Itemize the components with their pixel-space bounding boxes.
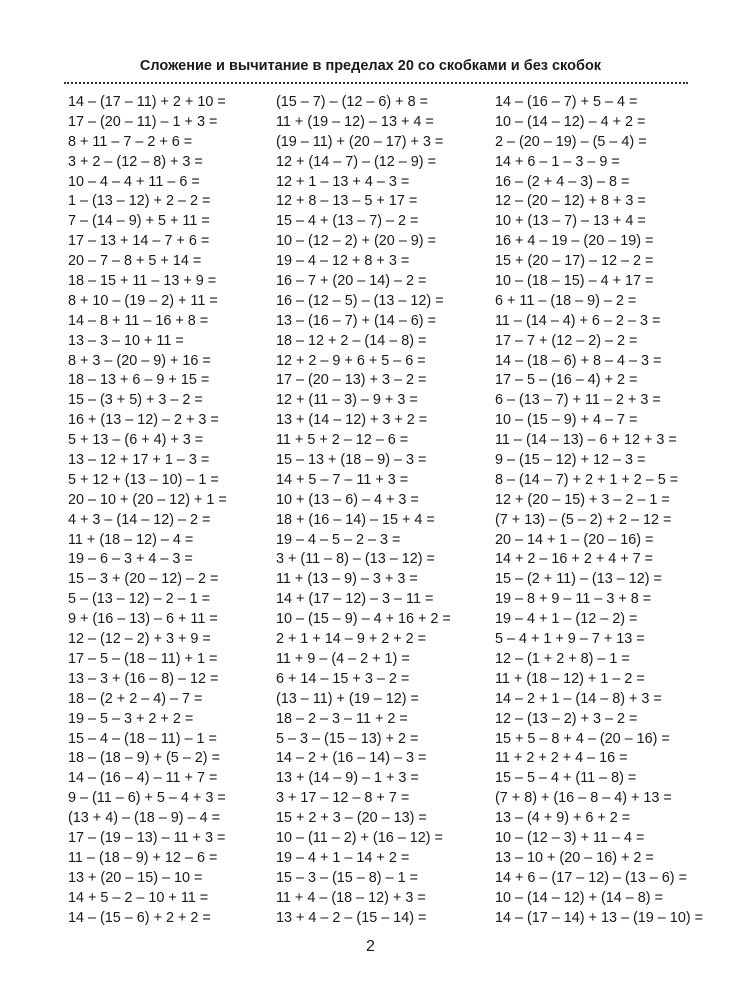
exercise-item: 12 + (11 – 3) – 9 + 3 = [276, 392, 418, 409]
page-number: 2 [366, 938, 375, 955]
page-title: Сложение и вычитание в пределах 20 со скобками и без скобок [139, 58, 602, 74]
exercise-item: 17 – 5 – (16 – 4) + 2 = [495, 372, 638, 389]
exercise-item: 16 – 7 + (20 – 14) – 2 = [276, 273, 427, 290]
exercise-item: 11 – (14 – 13) – 6 + 12 + 3 = [495, 432, 677, 449]
exercise-item: (13 – 11) + (19 – 12) = [276, 690, 419, 707]
exercise-item: 13 – (4 + 9) + 6 + 2 = [495, 810, 631, 827]
exercise-item: 10 – (12 – 3) + 11 – 4 = [495, 829, 645, 846]
exercise-item: 13 + (14 – 9) – 1 + 3 = [276, 770, 419, 787]
exercise-item: 12 – (20 – 12) + 8 + 3 = [495, 193, 646, 210]
exercise-item: 5 – 3 – (15 – 13) + 2 = [276, 730, 419, 747]
exercise-item: 14 + 5 – 7 – 11 + 3 = [276, 471, 409, 488]
exercise-item: 2 – (20 – 19) – (5 – 4) = [495, 133, 647, 150]
exercise-item: 19 – 4 + 1 – (12 – 2) = [495, 611, 638, 628]
exercise-item: 5 + 12 + (13 – 10) – 1 = [68, 471, 219, 488]
exercise-item: (13 + 4) – (18 – 9) – 4 = [68, 810, 220, 827]
exercise-column-1 [68, 93, 308, 928]
exercise-item: 7 – (14 – 9) + 5 + 11 = [68, 213, 210, 230]
exercise-item: 19 – 5 – 3 + 2 + 2 = [68, 710, 194, 727]
exercise-item: 16 + 4 – 19 – (20 – 19) = [495, 233, 654, 250]
exercise-item: 11 + 5 + 2 – 12 – 6 = [276, 432, 409, 449]
exercise-item: 15 – 3 + (20 – 12) – 2 = [68, 571, 219, 588]
exercise-item: 1 – (13 – 12) + 2 – 2 = [68, 193, 211, 210]
exercise-item: 14 – (17 – 11) + 2 + 10 = [68, 94, 226, 110]
exercise-item: 12 – (12 – 2) + 3 + 9 = [68, 631, 211, 648]
exercise-item: 14 – (15 – 6) + 2 + 2 = [68, 909, 211, 926]
exercise-item: 14 – 8 + 11 – 16 + 8 = [68, 312, 209, 329]
exercise-item: 10 – (14 – 12) + (14 – 8) = [495, 889, 664, 906]
exercise-item: 11 – (14 – 4) + 6 – 2 – 3 = [495, 312, 661, 329]
exercise-item: 15 – 4 – (18 – 11) – 1 = [68, 730, 217, 747]
exercise-item: 15 + 5 – 8 + 4 – (20 – 16) = [495, 730, 670, 747]
exercise-item: 13 + (20 – 15) – 10 = [68, 869, 203, 886]
exercise-item: 12 + (14 – 7) – (12 – 9) = [276, 153, 436, 170]
exercise-item: 12 + 8 – 13 – 5 + 17 = [276, 193, 418, 210]
exercise-item: 5 + 13 – (6 + 4) + 3 = [68, 432, 204, 449]
exercise-item: 14 – (17 – 14) + 13 – (19 – 10) = [495, 909, 704, 926]
exercise-item: 18 – 15 + 11 – 13 + 9 = [68, 273, 217, 290]
exercise-item: 15 – (2 + 11) – (13 – 12) = [495, 571, 662, 588]
exercise-item: 17 – (19 – 13) – 11 + 3 = [68, 829, 226, 846]
exercise-item: 18 – 12 + 2 – (14 – 8) = [276, 332, 427, 349]
exercise-item: 3 + (11 – 8) – (13 – 12) = [276, 551, 435, 568]
exercise-item: 14 + 6 – (17 – 12) – (13 – 6) = [495, 869, 688, 886]
exercise-item: (15 – 7) – (12 – 6) + 8 = [276, 94, 428, 110]
exercise-item: (19 – 11) + (20 – 17) + 3 = [276, 133, 444, 150]
exercise-item: 11 + (18 – 12) + 1 – 2 = [495, 670, 645, 687]
exercise-item: 11 + 2 + 2 + 4 – 16 = [495, 750, 628, 767]
exercise-item: 16 – (12 – 5) – (13 – 12) = [276, 292, 444, 309]
exercise-item: 18 – (2 + 2 – 4) – 7 = [68, 690, 203, 707]
exercise-item: 3 + 17 – 12 – 8 + 7 = [276, 790, 410, 807]
exercise-item: 17 – 7 + (12 – 2) – 2 = [495, 332, 638, 349]
exercise-item: 19 – 4 – 5 – 2 – 3 = [276, 531, 401, 548]
exercise-item: 11 – (18 – 9) + 12 – 6 = [68, 849, 218, 866]
exercise-item: 14 + 2 – 16 + 2 + 4 + 7 = [495, 551, 654, 568]
exercise-item: 20 – 7 – 8 + 5 + 14 = [68, 253, 202, 270]
exercise-item: 15 + 2 + 3 – (20 – 13) = [276, 810, 427, 827]
exercise-item: 14 – (18 – 6) + 8 – 4 – 3 = [495, 352, 662, 369]
exercise-item: 15 – 4 + (13 – 7) – 2 = [276, 213, 419, 230]
exercise-item: 15 – 3 – (15 – 8) – 1 = [276, 869, 419, 886]
exercise-item: 11 + 4 – (18 – 12) + 3 = [276, 889, 426, 906]
exercise-item: 11 + (13 – 9) – 3 + 3 = [276, 571, 418, 588]
exercise-item: 12 – (1 + 2 + 8) – 1 = [495, 650, 630, 667]
exercise-item: 6 + 11 – (18 – 9) – 2 = [495, 292, 637, 309]
exercise-item: 17 – (20 – 13) + 3 – 2 = [276, 372, 427, 389]
exercise-item: (7 + 8) + (16 – 8 – 4) + 13 = [495, 790, 672, 807]
exercise-item: 9 – (11 – 6) + 5 – 4 + 3 = [68, 790, 226, 807]
exercise-item: 10 – (15 – 9) + 4 – 7 = [495, 412, 638, 429]
exercise-item: 19 – 4 – 12 + 8 + 3 = [276, 253, 410, 270]
exercise-item: 20 – 14 + 1 – (20 – 16) = [495, 531, 654, 548]
exercise-item: 6 – (13 – 7) + 11 – 2 + 3 = [495, 392, 661, 409]
exercise-item: 14 – 2 + (16 – 14) – 3 = [276, 750, 427, 767]
exercise-item: 16 + (13 – 12) – 2 + 3 = [68, 412, 219, 429]
exercise-item: 8 + 10 – (19 – 2) + 11 = [68, 292, 218, 309]
exercise-item: 15 – 13 + (18 – 9) – 3 = [276, 452, 427, 469]
exercise-item: 13 – 10 + (20 – 16) + 2 = [495, 849, 654, 866]
exercise-item: 12 + 1 – 13 + 4 – 3 = [276, 173, 410, 190]
exercise-item: 17 – 5 – (18 – 11) + 1 = [68, 650, 218, 667]
exercise-item: 14 + 6 – 1 – 3 – 9 = [495, 153, 620, 170]
exercise-item: 5 – 4 + 1 + 9 – 7 + 13 = [495, 631, 645, 648]
exercise-item: 11 + (18 – 12) – 4 = [68, 531, 194, 548]
exercise-item: 15 + (20 – 17) – 12 – 2 = [495, 253, 654, 270]
exercise-item: 10 – (15 – 9) – 4 + 16 + 2 = [276, 611, 451, 628]
exercise-item: 10 – (14 – 12) – 4 + 2 = [495, 113, 646, 130]
exercise-item: 4 + 3 – (14 – 12) – 2 = [68, 511, 211, 528]
exercise-item: 10 – (11 – 2) + (16 – 12) = [276, 829, 443, 846]
exercise-item: 14 + (17 – 12) – 3 – 11 = [276, 591, 434, 608]
exercise-item: 13 + 4 – 2 – (15 – 14) = [276, 909, 427, 926]
exercise-item: 18 – 2 – 3 – 11 + 2 = [276, 710, 408, 727]
exercise-column-3 [495, 93, 735, 928]
exercise-item: 17 – (20 – 11) – 1 + 3 = [68, 113, 218, 130]
exercise-item: 13 + (14 – 12) + 3 + 2 = [276, 412, 428, 429]
exercise-item: 13 – 3 – 10 + 11 = [68, 332, 184, 349]
exercise-item: 10 – 4 – 4 + 11 – 6 = [68, 173, 200, 190]
exercise-item: 8 + 3 – (20 – 9) + 16 = [68, 352, 211, 369]
exercise-item: 20 – 10 + (20 – 12) + 1 = [68, 491, 227, 508]
exercise-item: 16 – (2 + 4 – 3) – 8 = [495, 173, 630, 190]
exercise-item: 9 – (15 – 12) + 12 – 3 = [495, 452, 646, 469]
exercise-item: 12 – (13 – 2) + 3 – 2 = [495, 710, 638, 727]
exercise-item: 14 – (16 – 4) – 11 + 7 = [68, 770, 218, 787]
exercise-item: 12 + 2 – 9 + 6 + 5 – 6 = [276, 352, 426, 369]
exercise-item: 10 – (18 – 15) – 4 + 17 = [495, 273, 654, 290]
exercise-item: 3 + 2 – (12 – 8) + 3 = [68, 153, 203, 170]
exercise-item: 14 – 2 + 1 – (14 – 8) + 3 = [495, 690, 662, 707]
exercise-item: 11 + 9 – (4 – 2 + 1) = [276, 650, 410, 667]
exercise-item: 18 + (16 – 14) – 15 + 4 = [276, 511, 435, 528]
exercise-item: 10 – (12 – 2) + (20 – 9) = [276, 233, 436, 250]
exercise-item: 19 – 4 + 1 – 14 + 2 = [276, 849, 410, 866]
exercise-item: 13 – (16 – 7) + (14 – 6) = [276, 312, 436, 329]
exercise-item: 15 – 5 – 4 + (11 – 8) = [495, 770, 637, 787]
exercise-item: 17 – 13 + 14 – 7 + 6 = [68, 233, 210, 250]
exercise-item: 11 + (19 – 12) – 13 + 4 = [276, 113, 434, 130]
exercise-item: 6 + 14 – 15 + 3 – 2 = [276, 670, 410, 687]
dotted-divider [64, 82, 688, 84]
exercise-item: 9 + (16 – 13) – 6 + 11 = [68, 611, 218, 628]
exercise-item: 14 – (16 – 7) + 5 – 4 = [495, 94, 638, 110]
exercise-item: 13 – 3 + (16 – 8) – 12 = [68, 670, 219, 687]
exercise-item: (7 + 13) – (5 – 2) + 2 – 12 = [495, 511, 672, 528]
exercise-item: 18 – 13 + 6 – 9 + 15 = [68, 372, 210, 389]
exercise-item: 8 – (14 – 7) + 2 + 1 + 2 – 5 = [495, 471, 679, 488]
exercise-item: 13 – 12 + 17 + 1 – 3 = [68, 452, 210, 469]
exercise-item: 19 – 6 – 3 + 4 – 3 = [68, 551, 193, 568]
exercise-item: 2 + 1 + 14 – 9 + 2 + 2 = [276, 631, 427, 648]
exercise-item: 18 – (18 – 9) + (5 – 2) = [68, 750, 220, 767]
exercise-item: 14 + 5 – 2 – 10 + 11 = [68, 889, 209, 906]
exercise-item: 8 + 11 – 7 – 2 + 6 = [68, 133, 193, 150]
exercise-item: 5 – (13 – 12) – 2 – 1 = [68, 591, 211, 608]
exercise-column-2 [276, 93, 516, 928]
exercise-item: 10 + (13 – 7) – 13 + 4 = [495, 213, 646, 230]
exercise-item: 19 – 8 + 9 – 11 – 3 + 8 = [495, 591, 652, 608]
exercise-item: 15 – (3 + 5) + 3 – 2 = [68, 392, 203, 409]
exercise-item: 10 + (13 – 6) – 4 + 3 = [276, 491, 419, 508]
exercise-item: 12 + (20 – 15) + 3 – 2 – 1 = [495, 491, 670, 508]
